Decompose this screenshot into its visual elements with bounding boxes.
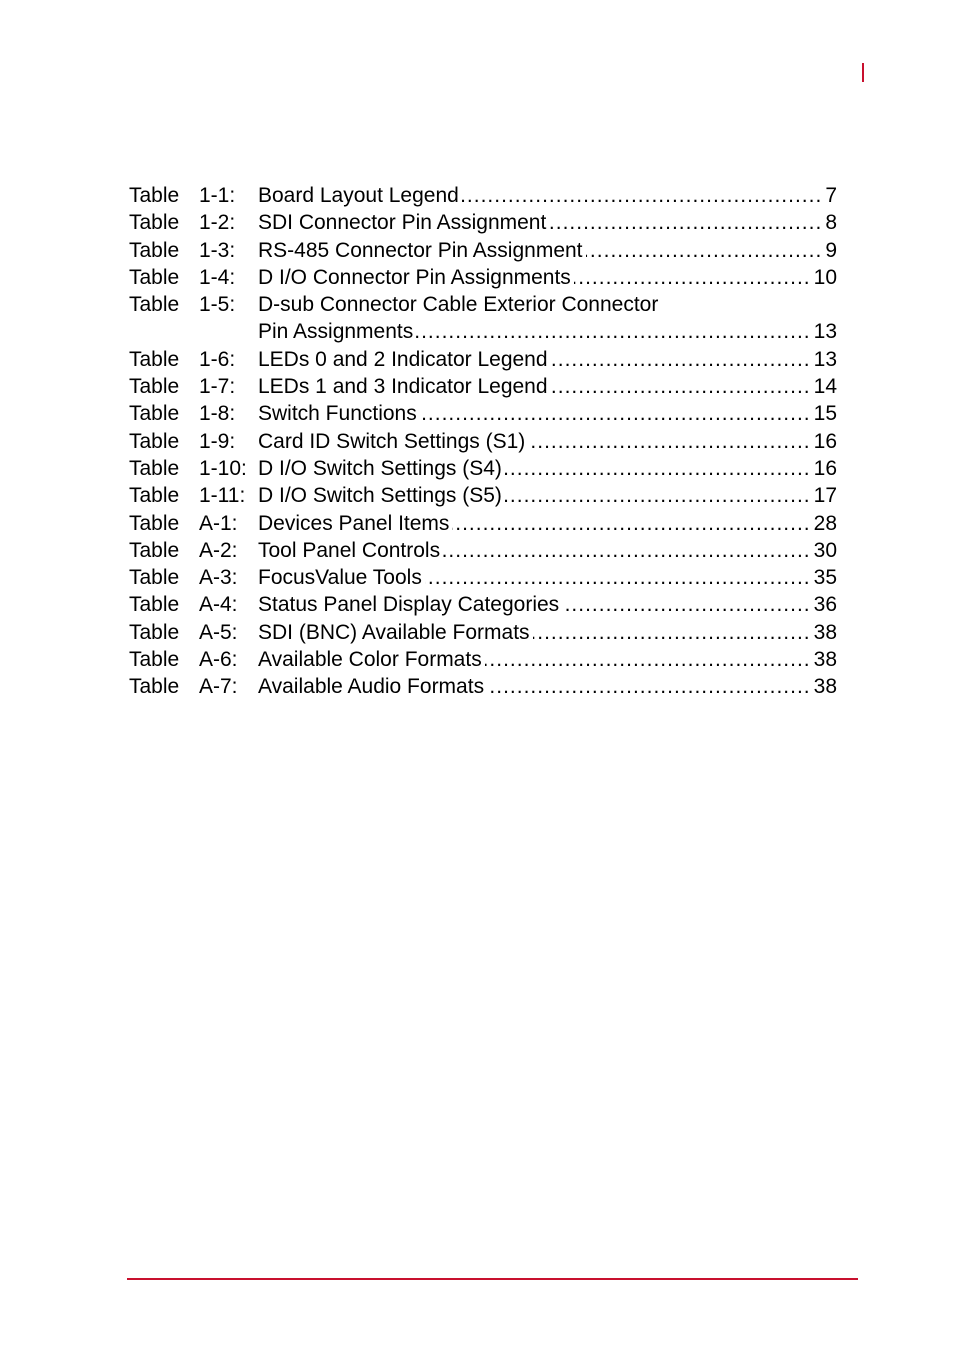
toc-entry-title: FocusValue Tools [258,566,422,590]
header-accent-mark [862,63,864,82]
toc-entry-title: D I/O Switch Settings (S4) [258,456,502,480]
toc-entry[interactable] [129,346,837,373]
toc-entry-label: Table [129,347,180,371]
toc-entry-title: Board Layout Legend [258,184,459,207]
toc-entry-number: 1-8: [199,402,236,426]
toc-entry-number: A-7: [199,675,238,699]
toc-entry-continuation[interactable] [129,318,837,345]
toc-dot-leader [485,646,811,673]
toc-dot-leader [420,400,811,427]
toc-entry[interactable] [129,646,837,673]
toc-dot-leader [551,346,811,373]
toc-entry-page: 16 [813,429,837,453]
toc-dot-leader [562,591,810,618]
toc-entry[interactable] [129,564,837,591]
toc-entry-title: Available Color Formats [258,648,482,672]
toc-entry[interactable] [129,264,837,291]
toc-entry-title: Switch Functions [258,402,417,426]
toc-entry-number: A-2: [199,538,238,562]
toc-dot-leader [416,318,810,345]
toc-entry-title: Pin Assignments [258,320,414,344]
toc-entry[interactable] [129,237,837,264]
toc-entry-number: A-3: [199,566,238,590]
toc-dot-leader [452,510,810,537]
toc-entry[interactable] [129,510,837,537]
toc-entry[interactable] [129,400,837,427]
toc-entry-page: 36 [813,593,837,617]
toc-dot-leader [533,619,811,646]
toc-entry[interactable] [129,537,837,564]
toc-entry[interactable] [129,373,837,400]
toc-entry-page: 38 [813,675,837,699]
toc-dot-leader [528,428,810,455]
toc-entry-title: LEDs 1 and 3 Indicator Legend [258,375,548,399]
toc-entry[interactable] [129,428,837,455]
toc-entry[interactable] [129,291,837,318]
toc-entry-number: 1-6: [199,347,236,371]
toc-entry-label: Table [129,238,180,262]
list-of-tables [129,182,837,701]
toc-entry-label: Table [129,511,180,535]
toc-entry-label: Table [129,429,180,453]
toc-entry-number: A-4: [199,593,238,617]
toc-entry-page: 30 [813,538,837,562]
toc-entry-number: 1-10: [199,456,247,480]
toc-entry-number: 1-9: [199,429,236,453]
toc-entry-number: 1-4: [199,265,236,289]
toc-entry-number: A-6: [199,648,238,672]
toc-entry-page: 9 [825,238,837,262]
toc-entry-title: SDI (BNC) Available Formats [258,620,530,644]
toc-entry[interactable] [129,182,837,209]
toc-entry-label: Table [129,620,180,644]
toc-entry[interactable] [129,591,837,618]
toc-entry-page: 16 [813,456,837,480]
toc-entry[interactable] [129,673,837,700]
toc-entry-number: 1-3: [199,238,236,262]
toc-dot-leader [487,673,811,700]
toc-entry-page: 13 [813,320,837,344]
toc-entry-title: Status Panel Display Categories [258,593,560,617]
toc-entry-label: Table [129,593,180,617]
toc-entry-page: 15 [813,402,837,426]
toc-entry-page: 7 [825,184,837,207]
toc-entry-number: A-1: [199,511,238,535]
toc-dot-leader [549,209,822,236]
toc-entry-title: Card ID Switch Settings (S1) [258,429,526,453]
toc-entry-title: D-sub Connector Cable Exterior Connector [258,293,659,317]
toc-entry-label: Table [129,375,180,399]
toc-entry[interactable] [129,455,837,482]
toc-entry-number: A-5: [199,620,238,644]
toc-entry-page: 38 [813,620,837,644]
toc-entry[interactable] [129,209,837,236]
toc-entry-label: Table [129,538,180,562]
toc-dot-leader [505,482,811,509]
toc-dot-leader [574,264,811,291]
toc-entry-label: Table [129,648,180,672]
toc-entry-label: Table [129,293,180,317]
toc-entry-number: 1-1: [199,184,236,207]
toc-entry-label: Table [129,484,180,508]
toc-dot-leader [425,564,811,591]
toc-dot-leader [505,455,811,482]
toc-entry-number: 1-7: [199,375,236,399]
toc-entry-label: Table [129,184,180,207]
toc-entry-title: Available Audio Formats [258,675,485,699]
toc-entry-label: Table [129,402,180,426]
toc-entry-title: LEDs 0 and 2 Indicator Legend [258,347,548,371]
toc-dot-leader [586,237,823,264]
toc-entry-page: 10 [813,265,837,289]
toc-entry-title: RS-485 Connector Pin Assignment [258,238,583,262]
toc-entry-page: 8 [825,211,837,235]
toc-dot-leader [551,373,811,400]
toc-entry-number: 1-2: [199,211,236,235]
toc-entry[interactable] [129,482,837,509]
toc-entry-label: Table [129,566,180,590]
toc-entry-title: Devices Panel Items [258,511,450,535]
footer-rule [127,1278,858,1280]
toc-entry-label: Table [129,211,180,235]
toc-entry-page: 38 [813,648,837,672]
toc-entry-page: 14 [813,375,837,399]
toc-entry-number: 1-5: [199,293,236,317]
toc-entry-title: D I/O Switch Settings (S5) [258,484,502,508]
toc-entry-page: 28 [813,511,837,535]
toc-entry-page: 13 [813,347,837,371]
toc-dot-leader [462,182,822,209]
toc-entry-page: 35 [813,566,837,590]
toc-entry-title: Tool Panel Controls [258,538,441,562]
toc-entry[interactable] [129,619,837,646]
toc-entry-label: Table [129,265,180,289]
toc-entry-label: Table [129,675,180,699]
toc-entry-title: D I/O Connector Pin Assignments [258,265,571,289]
toc-entry-number: 1-11: [199,484,246,508]
toc-dot-leader [443,537,811,564]
toc-entry-title: SDI Connector Pin Assignment [258,211,547,235]
toc-entry-label: Table [129,456,180,480]
toc-entry-page: 17 [813,484,837,508]
